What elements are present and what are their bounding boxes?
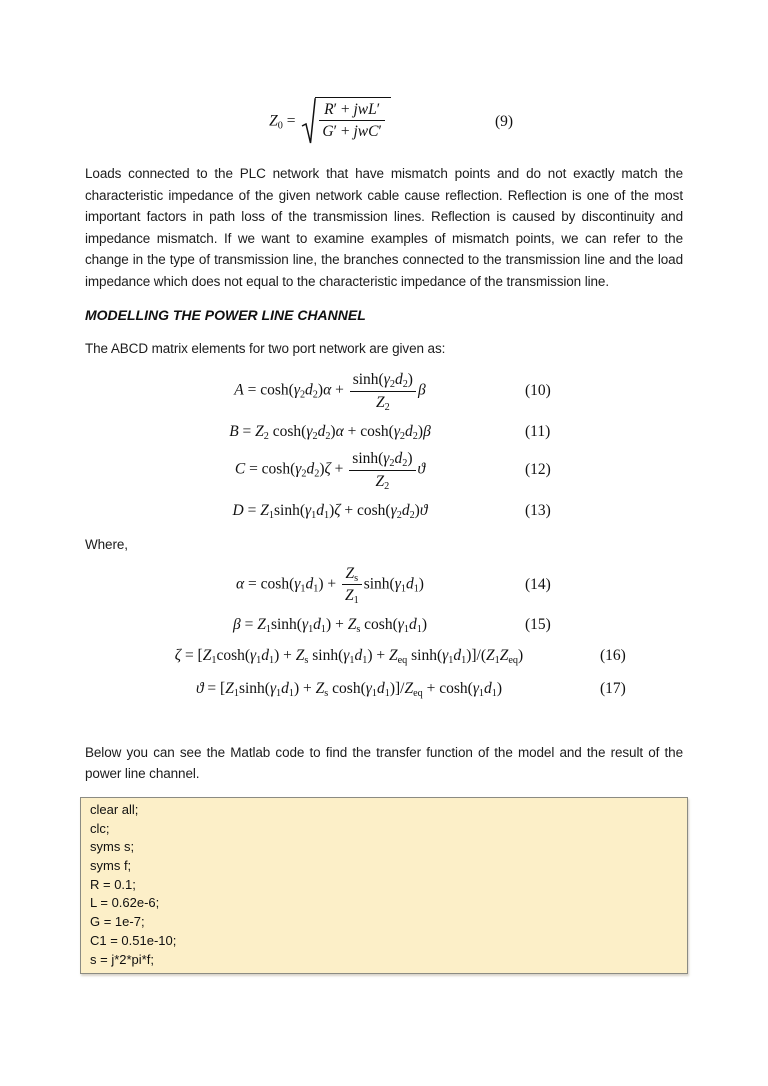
- equation-10: [85, 368, 683, 414]
- fraction-denominator: $Z_2$: [375, 472, 390, 492]
- equation-11: [85, 421, 683, 442]
- equation-17: [85, 678, 683, 701]
- code-line: s = j*2*pi*f;: [90, 951, 154, 967]
- section-heading: MODELLING THE POWER LINE CHANNEL: [85, 306, 366, 323]
- code-line: C1 = 0.51e-10;: [90, 932, 177, 948]
- code-line: syms s;: [90, 839, 135, 855]
- square-root: [301, 97, 390, 147]
- code-line: G = 1e-7;: [90, 914, 145, 930]
- paragraph-abcd-intro: The ABCD matrix elements for two port network are given as:: [85, 340, 446, 356]
- code-line: clear all;: [90, 801, 139, 817]
- equation-14-formula: $\alpha = \cosh(\gamma_1d_1)$ + $\frac{Z_s}{Z_1}$ $\sinh(\gamma_1d_1)$: [236, 564, 424, 607]
- equation-17-number: (17): [600, 680, 626, 698]
- fraction-denominator: $Z_2$: [375, 393, 390, 413]
- fraction: [342, 564, 362, 606]
- equation-15-number: (15): [525, 616, 551, 634]
- radicand: [315, 97, 390, 142]
- code-line: R = 0.1;: [90, 876, 136, 892]
- equation-15-formula: $\beta = Z_1\sinh(\gamma_1d_1) + Z_s$ $\cosh(\gamma_1d_1)$: [232, 616, 427, 636]
- paragraph-matlab-intro: Below you can see the Matlab code to find the transfer function of the model and the result of the power line channel.: [85, 744, 683, 782]
- radical-sign-icon: [301, 97, 316, 147]
- code-line: clc;: [90, 820, 110, 836]
- fraction-denominator: G′ + jwC′: [322, 123, 382, 141]
- equation-16-formula: $\zeta = [Z_1\cosh(\gamma_1d_1) + Z_s$ $\sinh(\gamma_1d_1) + Z_{eq}$ $\sinh(\gamma_1d_1)]/(Z_1Z_{eq})$: [174, 647, 524, 667]
- equation-16-number: (16): [600, 647, 626, 665]
- equation-10-formula: $A = \cosh(\gamma_2d_2)\alpha$ + $\frac{\sinh(\gamma_2d_2)}{Z_2}$ β: [234, 371, 426, 413]
- equation-17-formula: $ϑ = [Z_1\sinh(\gamma_1d_1) + Z_s$ $\cosh(\gamma_1d_1)]/Z_{eq} + \cosh(\gamma_1d_1)$: [195, 680, 503, 700]
- equation-13-number: (13): [525, 501, 551, 519]
- fraction-numerator: $\sinh(\gamma_2d_2)$: [350, 370, 416, 391]
- paragraph-where: Where,: [85, 537, 128, 553]
- fraction: [319, 100, 384, 142]
- fraction: [349, 449, 415, 491]
- equation-14-number: (14): [525, 575, 551, 593]
- equation-10-number: (10): [525, 382, 551, 400]
- paragraph-reflection: Loads connected to the PLC network that have mismatch points and do not exactly match the characteristic impedance of the given network cable cause reflection. Reflection is one of the most important factors in path loss of the transmission lines. Reflection is caused by discontinuity and impedance mismatch. If we want to examine examples of mismatch points, we can refer to the change in the type of transmission line, the branches connected to the transmission line and the load impedance which does not equal to the characteristic impedance of the transmission line.: [85, 166, 683, 289]
- equation-11-formula: $B = Z_2$ $\cosh(\gamma_2d_2)\alpha + \cosh(\gamma_2d_2)\beta$: [229, 422, 431, 442]
- equation-16: [85, 645, 683, 668]
- code-line: L = 0.62e-6;: [90, 895, 160, 911]
- equation-13: [85, 500, 683, 521]
- equation-12: [85, 447, 683, 493]
- equation-11-number: (11): [525, 422, 551, 440]
- equation-9-formula: $Z_0$ = $\frac{\text{R′ + jwL′}}{\text{G′ + jwC′}}$: [269, 97, 391, 147]
- fraction-denominator: $Z_1$: [344, 587, 359, 607]
- equation-12-number: (12): [525, 461, 551, 479]
- equation-12-formula: $C = \cosh(\gamma_2d_2)\zeta$ + $\frac{\sinh(\gamma_2d_2)}{Z_2}$ ϑ: [234, 450, 426, 492]
- fraction-numerator: R′ + jwL′: [319, 100, 384, 121]
- equation-9: [85, 94, 683, 150]
- matlab-code-block: [80, 797, 688, 974]
- equation-14: [85, 562, 683, 608]
- equation-15: [85, 615, 683, 636]
- code-line: syms f;: [90, 858, 132, 874]
- fraction-numerator: $\sinh(\gamma_2d_2)$: [349, 449, 415, 470]
- equation-13-formula: $D = Z_1\sinh(\gamma_1d_1)\zeta + \cosh(\gamma_2d_2)ϑ$: [232, 501, 428, 521]
- fraction-numerator: $Z_s$: [342, 564, 362, 585]
- fraction: [350, 370, 416, 412]
- equation-9-number: (9): [495, 113, 514, 130]
